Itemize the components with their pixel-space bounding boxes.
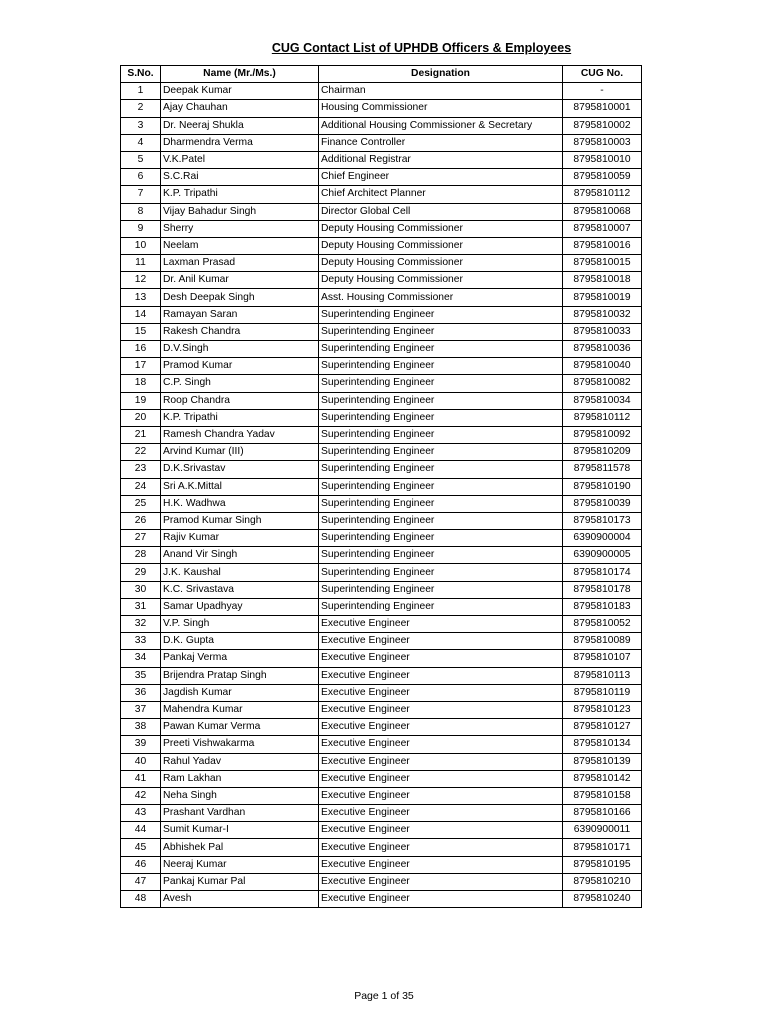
cell-name: D.K.Srivastav (161, 461, 319, 478)
cell-cug: 8795810173 (563, 512, 642, 529)
cell-designation: Executive Engineer (319, 616, 563, 633)
cell-cug: 8795810003 (563, 134, 642, 151)
cell-designation: Superintending Engineer (319, 581, 563, 598)
cell-cug: 8795810166 (563, 805, 642, 822)
cell-name: V.P. Singh (161, 616, 319, 633)
table-row (121, 770, 642, 787)
table-row (121, 805, 642, 822)
cell-sno: 3 (121, 117, 161, 134)
cell-sno: 22 (121, 444, 161, 461)
cell-cug: 8795810001 (563, 100, 642, 117)
cell-cug: 8795810195 (563, 856, 642, 873)
cell-cug: 8795810052 (563, 616, 642, 633)
cell-name: K.P. Tripathi (161, 409, 319, 426)
cell-designation: Executive Engineer (319, 770, 563, 787)
cell-sno: 1 (121, 83, 161, 100)
cell-name: Dr. Neeraj Shukla (161, 117, 319, 134)
table-row (121, 151, 642, 168)
table-row (121, 616, 642, 633)
cell-designation: Housing Commissioner (319, 100, 563, 117)
cell-designation: Deputy Housing Commissioner (319, 255, 563, 272)
cell-sno: 16 (121, 341, 161, 358)
cell-sno: 17 (121, 358, 161, 375)
cell-name: Preeti Vishwakarma (161, 736, 319, 753)
cell-sno: 10 (121, 237, 161, 254)
cell-name: Pramod Kumar (161, 358, 319, 375)
cell-cug: 8795810127 (563, 719, 642, 736)
cell-cug: 8795810032 (563, 306, 642, 323)
cell-cug: 8795810040 (563, 358, 642, 375)
cell-sno: 37 (121, 701, 161, 718)
cell-sno: 2 (121, 100, 161, 117)
cell-sno: 27 (121, 530, 161, 547)
cell-name: Abhishek Pal (161, 839, 319, 856)
cell-designation: Additional Housing Commissioner & Secretary (319, 117, 563, 134)
cell-cug: 8795810158 (563, 787, 642, 804)
cell-name: Jagdish Kumar (161, 684, 319, 701)
cell-cug: 8795810059 (563, 169, 642, 186)
header-designation: Designation (319, 66, 563, 83)
cell-name: Brijendra Pratap Singh (161, 667, 319, 684)
cell-sno: 42 (121, 787, 161, 804)
table-row (121, 512, 642, 529)
cell-designation: Deputy Housing Commissioner (319, 220, 563, 237)
cell-designation: Executive Engineer (319, 650, 563, 667)
cell-name: Ajay Chauhan (161, 100, 319, 117)
table-row (121, 306, 642, 323)
table-row (121, 684, 642, 701)
cell-cug: 8795810174 (563, 564, 642, 581)
table-row (121, 358, 642, 375)
page-title-text: CUG Contact List of UPHDB Officers & Employees (271, 41, 572, 55)
cell-designation: Superintending Engineer (319, 358, 563, 375)
cell-name: Dr. Anil Kumar (161, 272, 319, 289)
cell-name: Pankaj Verma (161, 650, 319, 667)
cell-cug: 8795810107 (563, 650, 642, 667)
cell-sno: 6 (121, 169, 161, 186)
table-row (121, 873, 642, 890)
cell-name: Roop Chandra (161, 392, 319, 409)
cell-name: Pankaj Kumar Pal (161, 873, 319, 890)
table-row (121, 581, 642, 598)
cell-sno: 13 (121, 289, 161, 306)
cell-designation: Deputy Housing Commissioner (319, 237, 563, 254)
cell-designation: Superintending Engineer (319, 426, 563, 443)
cell-cug: 8795810123 (563, 701, 642, 718)
cell-designation: Superintending Engineer (319, 444, 563, 461)
cell-name: Pramod Kumar Singh (161, 512, 319, 529)
cell-name: Mahendra Kumar (161, 701, 319, 718)
cell-sno: 25 (121, 495, 161, 512)
table-row (121, 392, 642, 409)
cell-designation: Executive Engineer (319, 891, 563, 908)
cell-sno: 23 (121, 461, 161, 478)
cell-designation: Superintending Engineer (319, 512, 563, 529)
cell-name: Neha Singh (161, 787, 319, 804)
cell-designation: Executive Engineer (319, 787, 563, 804)
table-row (121, 203, 642, 220)
cell-cug: 8795810209 (563, 444, 642, 461)
cell-cug: 8795810034 (563, 392, 642, 409)
cell-sno: 38 (121, 719, 161, 736)
cell-name: Ramayan Saran (161, 306, 319, 323)
cell-sno: 20 (121, 409, 161, 426)
cell-cug: 8795810178 (563, 581, 642, 598)
cell-designation: Chairman (319, 83, 563, 100)
table-row (121, 461, 642, 478)
contact-table (120, 65, 642, 908)
cell-sno: 41 (121, 770, 161, 787)
cell-designation: Superintending Engineer (319, 392, 563, 409)
table-row (121, 650, 642, 667)
cell-cug: 8795810112 (563, 186, 642, 203)
cell-sno: 44 (121, 822, 161, 839)
cell-name: Arvind Kumar (III) (161, 444, 319, 461)
cell-name: Ramesh Chandra Yadav (161, 426, 319, 443)
cell-sno: 9 (121, 220, 161, 237)
table-row (121, 719, 642, 736)
table-row (121, 289, 642, 306)
table-row (121, 856, 642, 873)
cell-name: D.K. Gupta (161, 633, 319, 650)
cell-sno: 47 (121, 873, 161, 890)
cell-designation: Executive Engineer (319, 667, 563, 684)
cell-cug: - (563, 83, 642, 100)
cell-sno: 24 (121, 478, 161, 495)
table-row (121, 169, 642, 186)
cell-sno: 33 (121, 633, 161, 650)
page-footer: Page 1 of 35 (354, 990, 414, 1002)
cell-cug: 8795810139 (563, 753, 642, 770)
cell-designation: Executive Engineer (319, 805, 563, 822)
cell-sno: 4 (121, 134, 161, 151)
cell-designation: Superintending Engineer (319, 375, 563, 392)
cell-designation: Superintending Engineer (319, 495, 563, 512)
cell-designation: Executive Engineer (319, 873, 563, 890)
cell-name: Anand Vir Singh (161, 547, 319, 564)
cell-cug: 8795810007 (563, 220, 642, 237)
cell-sno: 19 (121, 392, 161, 409)
cell-cug: 8795810171 (563, 839, 642, 856)
cell-name: H.K. Wadhwa (161, 495, 319, 512)
cell-sno: 18 (121, 375, 161, 392)
table-row (121, 701, 642, 718)
cell-sno: 8 (121, 203, 161, 220)
cell-cug: 8795810082 (563, 375, 642, 392)
table-row (121, 255, 642, 272)
cell-sno: 43 (121, 805, 161, 822)
cell-name: Desh Deepak Singh (161, 289, 319, 306)
cell-cug: 8795810092 (563, 426, 642, 443)
cell-cug: 8795810039 (563, 495, 642, 512)
table-row (121, 220, 642, 237)
table-row (121, 478, 642, 495)
table-row (121, 237, 642, 254)
cell-name: S.C.Rai (161, 169, 319, 186)
cell-name: Ram Lakhan (161, 770, 319, 787)
cell-cug: 8795810033 (563, 323, 642, 340)
cell-name: Prashant Vardhan (161, 805, 319, 822)
page-title (0, 41, 768, 55)
table-body (121, 83, 642, 908)
cell-cug: 8795810113 (563, 667, 642, 684)
cell-sno: 48 (121, 891, 161, 908)
cell-name: Samar Upadhyay (161, 598, 319, 615)
cell-name: Vijay Bahadur Singh (161, 203, 319, 220)
table-row (121, 564, 642, 581)
table-row (121, 83, 642, 100)
cell-cug: 8795810119 (563, 684, 642, 701)
cell-designation: Additional Registrar (319, 151, 563, 168)
table-row (121, 667, 642, 684)
table-row (121, 495, 642, 512)
cell-designation: Superintending Engineer (319, 306, 563, 323)
cell-name: Avesh (161, 891, 319, 908)
cell-designation: Executive Engineer (319, 856, 563, 873)
table-row (121, 409, 642, 426)
header-cug: CUG No. (563, 66, 642, 83)
cell-sno: 40 (121, 753, 161, 770)
cell-designation: Director Global Cell (319, 203, 563, 220)
cell-cug: 8795810018 (563, 272, 642, 289)
cell-sno: 29 (121, 564, 161, 581)
cell-name: Rahul Yadav (161, 753, 319, 770)
cell-sno: 35 (121, 667, 161, 684)
cell-sno: 31 (121, 598, 161, 615)
cell-name: Sherry (161, 220, 319, 237)
table-row (121, 839, 642, 856)
cell-cug: 8795810210 (563, 873, 642, 890)
table-row (121, 341, 642, 358)
cell-name: Sumit Kumar-I (161, 822, 319, 839)
cell-name: Neelam (161, 237, 319, 254)
cell-designation: Executive Engineer (319, 719, 563, 736)
cell-name: Deepak Kumar (161, 83, 319, 100)
cell-cug: 8795810002 (563, 117, 642, 134)
table-row (121, 117, 642, 134)
cell-sno: 12 (121, 272, 161, 289)
cell-sno: 14 (121, 306, 161, 323)
table-row (121, 100, 642, 117)
cell-designation: Superintending Engineer (319, 323, 563, 340)
cell-designation: Executive Engineer (319, 633, 563, 650)
table-row (121, 891, 642, 908)
cell-cug: 8795810019 (563, 289, 642, 306)
cell-name: Pawan Kumar Verma (161, 719, 319, 736)
table-row (121, 530, 642, 547)
cell-sno: 32 (121, 616, 161, 633)
cell-cug: 8795810134 (563, 736, 642, 753)
cell-name: C.P. Singh (161, 375, 319, 392)
cell-sno: 45 (121, 839, 161, 856)
table-row (121, 787, 642, 804)
cell-cug: 8795810036 (563, 341, 642, 358)
cell-designation: Superintending Engineer (319, 598, 563, 615)
cell-designation: Superintending Engineer (319, 564, 563, 581)
cell-cug: 8795810089 (563, 633, 642, 650)
cell-sno: 34 (121, 650, 161, 667)
cell-cug: 8795810112 (563, 409, 642, 426)
cell-name: V.K.Patel (161, 151, 319, 168)
cell-designation: Executive Engineer (319, 822, 563, 839)
cell-cug: 8795810015 (563, 255, 642, 272)
header-name: Name (Mr./Ms.) (161, 66, 319, 83)
cell-sno: 30 (121, 581, 161, 598)
cell-designation: Chief Engineer (319, 169, 563, 186)
table-row (121, 375, 642, 392)
cell-name: Sri A.K.Mittal (161, 478, 319, 495)
table-row (121, 547, 642, 564)
cell-designation: Executive Engineer (319, 753, 563, 770)
cell-name: K.P. Tripathi (161, 186, 319, 203)
cell-sno: 39 (121, 736, 161, 753)
table-row (121, 134, 642, 151)
table-row (121, 598, 642, 615)
cell-designation: Superintending Engineer (319, 547, 563, 564)
cell-name: Rakesh Chandra (161, 323, 319, 340)
cell-designation: Executive Engineer (319, 684, 563, 701)
cell-sno: 11 (121, 255, 161, 272)
cell-sno: 46 (121, 856, 161, 873)
cell-cug: 6390900005 (563, 547, 642, 564)
cell-name: Dharmendra Verma (161, 134, 319, 151)
cell-cug: 8795810010 (563, 151, 642, 168)
cell-designation: Superintending Engineer (319, 530, 563, 547)
table-row (121, 822, 642, 839)
table-row (121, 753, 642, 770)
cell-sno: 7 (121, 186, 161, 203)
cell-cug: 8795810240 (563, 891, 642, 908)
cell-designation: Superintending Engineer (319, 461, 563, 478)
table-header (121, 66, 642, 83)
cell-cug: 8795810183 (563, 598, 642, 615)
table-row (121, 186, 642, 203)
cell-name: Neeraj Kumar (161, 856, 319, 873)
table-row (121, 736, 642, 753)
table-row (121, 633, 642, 650)
table-row (121, 426, 642, 443)
table-row (121, 444, 642, 461)
cell-designation: Deputy Housing Commissioner (319, 272, 563, 289)
cell-sno: 21 (121, 426, 161, 443)
cell-name: Rajiv Kumar (161, 530, 319, 547)
cell-name: J.K. Kaushal (161, 564, 319, 581)
cell-cug: 6390900004 (563, 530, 642, 547)
cell-name: K.C. Srivastava (161, 581, 319, 598)
table-row (121, 272, 642, 289)
header-row (121, 66, 642, 83)
cell-cug: 6390900011 (563, 822, 642, 839)
cell-cug: 8795811578 (563, 461, 642, 478)
cell-sno: 5 (121, 151, 161, 168)
cell-cug: 8795810016 (563, 237, 642, 254)
table-row (121, 323, 642, 340)
cell-designation: Finance Controller (319, 134, 563, 151)
cell-sno: 28 (121, 547, 161, 564)
cell-designation: Executive Engineer (319, 736, 563, 753)
cell-name: D.V.Singh (161, 341, 319, 358)
cell-sno: 36 (121, 684, 161, 701)
cell-cug: 8795810142 (563, 770, 642, 787)
cell-cug: 8795810068 (563, 203, 642, 220)
cell-designation: Chief Architect Planner (319, 186, 563, 203)
cell-designation: Superintending Engineer (319, 478, 563, 495)
header-sno: S.No. (121, 66, 161, 83)
cell-name: Laxman Prasad (161, 255, 319, 272)
cell-designation: Superintending Engineer (319, 341, 563, 358)
cell-cug: 8795810190 (563, 478, 642, 495)
cell-sno: 26 (121, 512, 161, 529)
cell-designation: Superintending Engineer (319, 409, 563, 426)
cell-designation: Asst. Housing Commissioner (319, 289, 563, 306)
cell-designation: Executive Engineer (319, 701, 563, 718)
cell-sno: 15 (121, 323, 161, 340)
cell-designation: Executive Engineer (319, 839, 563, 856)
